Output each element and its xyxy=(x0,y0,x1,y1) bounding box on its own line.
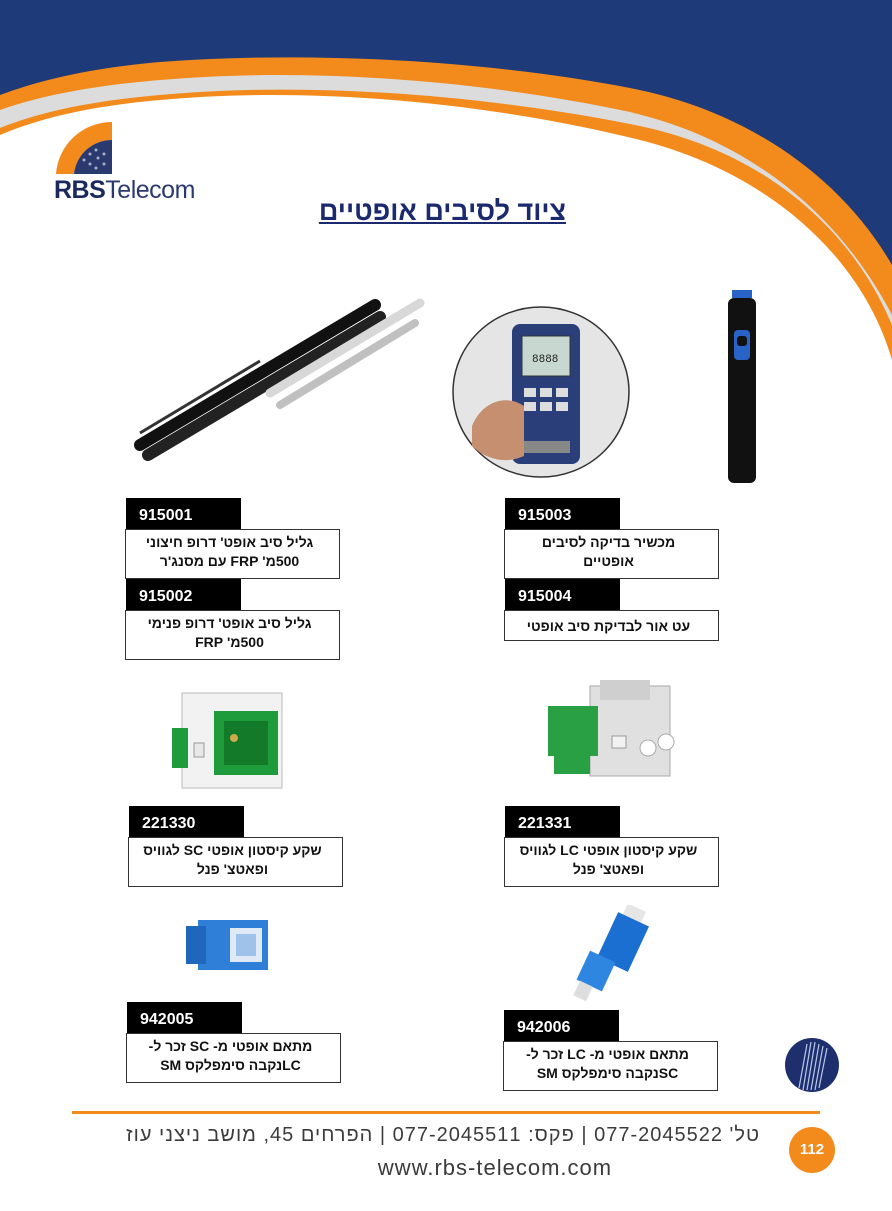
product-description xyxy=(504,610,719,641)
description-line-1: שקע קיסטון אופטי SC לגוויס xyxy=(143,842,322,858)
brand-name-light: Telecom xyxy=(105,176,195,204)
product-code: 221330 xyxy=(129,806,244,837)
fiber-cable-image xyxy=(130,295,430,465)
footer-divider xyxy=(72,1111,820,1114)
page-title: ציוד לסיבים אופטיים xyxy=(318,196,566,226)
product-code: 942006 xyxy=(504,1010,619,1041)
description-line-1: עט אור לבדיקת סיב אופטי xyxy=(526,618,691,634)
product-description xyxy=(126,1033,341,1083)
product-description xyxy=(125,529,340,579)
product-description xyxy=(504,529,719,579)
description-line-2: 500מ' FRP xyxy=(195,634,264,650)
description-line-2: אופטיים xyxy=(583,553,634,569)
product-code: 915001 xyxy=(126,498,241,529)
product-code: 942005 xyxy=(127,1002,242,1033)
footer-website: www.rbs-telecom.com xyxy=(377,1155,613,1180)
page-number: 112 xyxy=(789,1127,835,1173)
optical-power-meter-image xyxy=(452,306,630,478)
description-line-1: מתאם אופטי מ- LC זכר ל- xyxy=(526,1046,689,1062)
brand-name-bold: RBS xyxy=(54,176,106,204)
fiber-bundle-badge-icon xyxy=(785,1038,839,1092)
logo-icon xyxy=(54,120,116,176)
visual-fault-locator-pen-image xyxy=(724,290,760,485)
description-line-1: שקע קיסטון אופטי LC לגוויס xyxy=(519,842,698,858)
logo-text xyxy=(54,176,195,205)
product-code: 915002 xyxy=(126,579,241,610)
product-description xyxy=(504,837,719,887)
sc-keystone-jack-image xyxy=(162,683,292,795)
product-code: 221331 xyxy=(505,806,620,837)
description-line-1: גליל סיב אופט' דרופ חיצוני xyxy=(145,534,314,550)
description-line-1: מתאם אופטי מ- SC זכר ל- xyxy=(148,1038,313,1054)
product-code: 915003 xyxy=(505,498,620,529)
product-description xyxy=(503,1041,718,1091)
description-line-2: ופאטצ' פנל xyxy=(572,861,645,877)
description-line-2: SCנקבה סימפלקס SM xyxy=(536,1065,679,1081)
description-line-2: 500מ' FRP עם מסנג'ר xyxy=(159,553,300,569)
product-description xyxy=(125,610,340,660)
svg-text:8888: 8888 xyxy=(532,354,559,366)
description-line-2: ופאטצ' פנל xyxy=(196,861,269,877)
description-line-1: גליל סיב אופט' דרופ פנימי xyxy=(147,615,312,631)
description-line-2: LCנקבה סימפלקס SM xyxy=(160,1057,301,1073)
lc-sc-adapter-image xyxy=(566,905,661,1005)
description-line-1: מכשיר בדיקה לסיבים xyxy=(541,534,676,550)
product-code: 915004 xyxy=(505,579,620,610)
product-description xyxy=(128,837,343,887)
sc-adapter-image xyxy=(178,912,278,974)
lc-keystone-jack-image xyxy=(540,676,690,788)
footer-contact: טל' 077-2045522 | פקס: 077-2045511 | הפרחים 45, מושב ניצני עוז xyxy=(126,1124,760,1146)
